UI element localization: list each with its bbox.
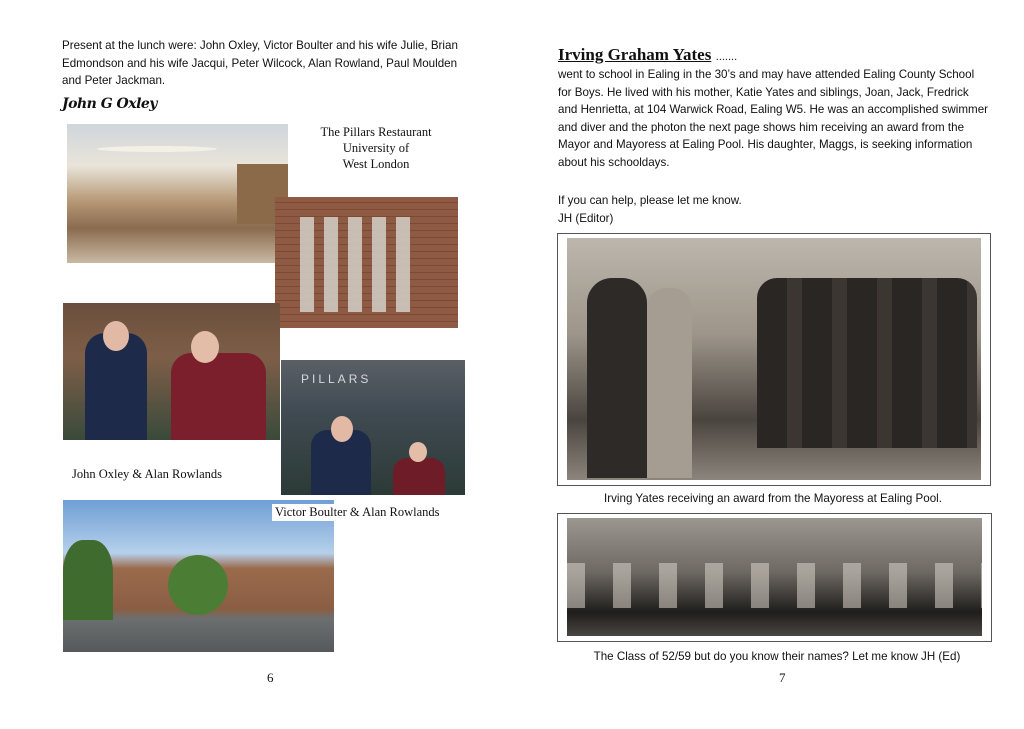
article-title: Irving Graham Yates <box>558 45 712 64</box>
page-number-left: 6 <box>267 670 274 685</box>
class-photo-frame <box>557 513 992 642</box>
page-number-right: 7 <box>779 670 786 685</box>
article-body: went to school in Ealing in the 30’s and may have attended Ealing County School for Boys. He lived with his mother, Katie Yates and siblings, Joan, Jack, Fredrick and Henrietta, at 104 Warwick Road, Ealing W5. He was an accomplished swimmer and diver and the photon the next page shows him receiving an award from the Mayor and Mayoress at Ealing Pool. His daughter, Maggs, is seeking information about his schooldays. <box>558 68 989 169</box>
caption-line: West London <box>342 157 410 171</box>
editor-credit: JH (Editor) <box>558 212 614 225</box>
award-caption: Irving Yates receiving an award from the Mayoress at Ealing Pool. <box>604 492 942 505</box>
oxley-rowlands-photo <box>63 303 280 440</box>
caption-line: University of <box>342 141 410 155</box>
restaurant-interior-photo <box>67 124 288 263</box>
class-photo <box>567 518 982 636</box>
pillars-entrance-photo: PILLARS <box>281 360 465 495</box>
sculpture-wall-photo <box>275 197 458 328</box>
lunch-attendees-text: Present at the lunch were: John Oxley, Victor Boulter and his wife Julie, Brian Edmondson and his wife Jacqui, Peter Wilcock, Alan Rowland, Paul Moulden and Peter Jackman. <box>62 39 458 88</box>
award-photo-frame <box>557 233 991 486</box>
caption-line: The Pillars Restaurant <box>320 125 432 139</box>
restaurant-caption <box>300 124 452 172</box>
award-ceremony-photo <box>567 238 981 480</box>
oxley-rowlands-caption: John Oxley & Alan Rowlands <box>72 467 222 481</box>
class-caption: The Class of 52/59 but do you know their names? Let me know JH (Ed) <box>593 650 961 663</box>
title-ellipsis: ....... <box>715 51 738 63</box>
boulter-rowlands-caption: Victor Boulter & Alan Rowlands <box>272 504 443 521</box>
signature: John G Oxley <box>62 96 157 112</box>
university-building-photo <box>63 500 334 652</box>
help-line: If you can help, please let me know. <box>558 194 742 207</box>
article-heading <box>558 45 737 65</box>
